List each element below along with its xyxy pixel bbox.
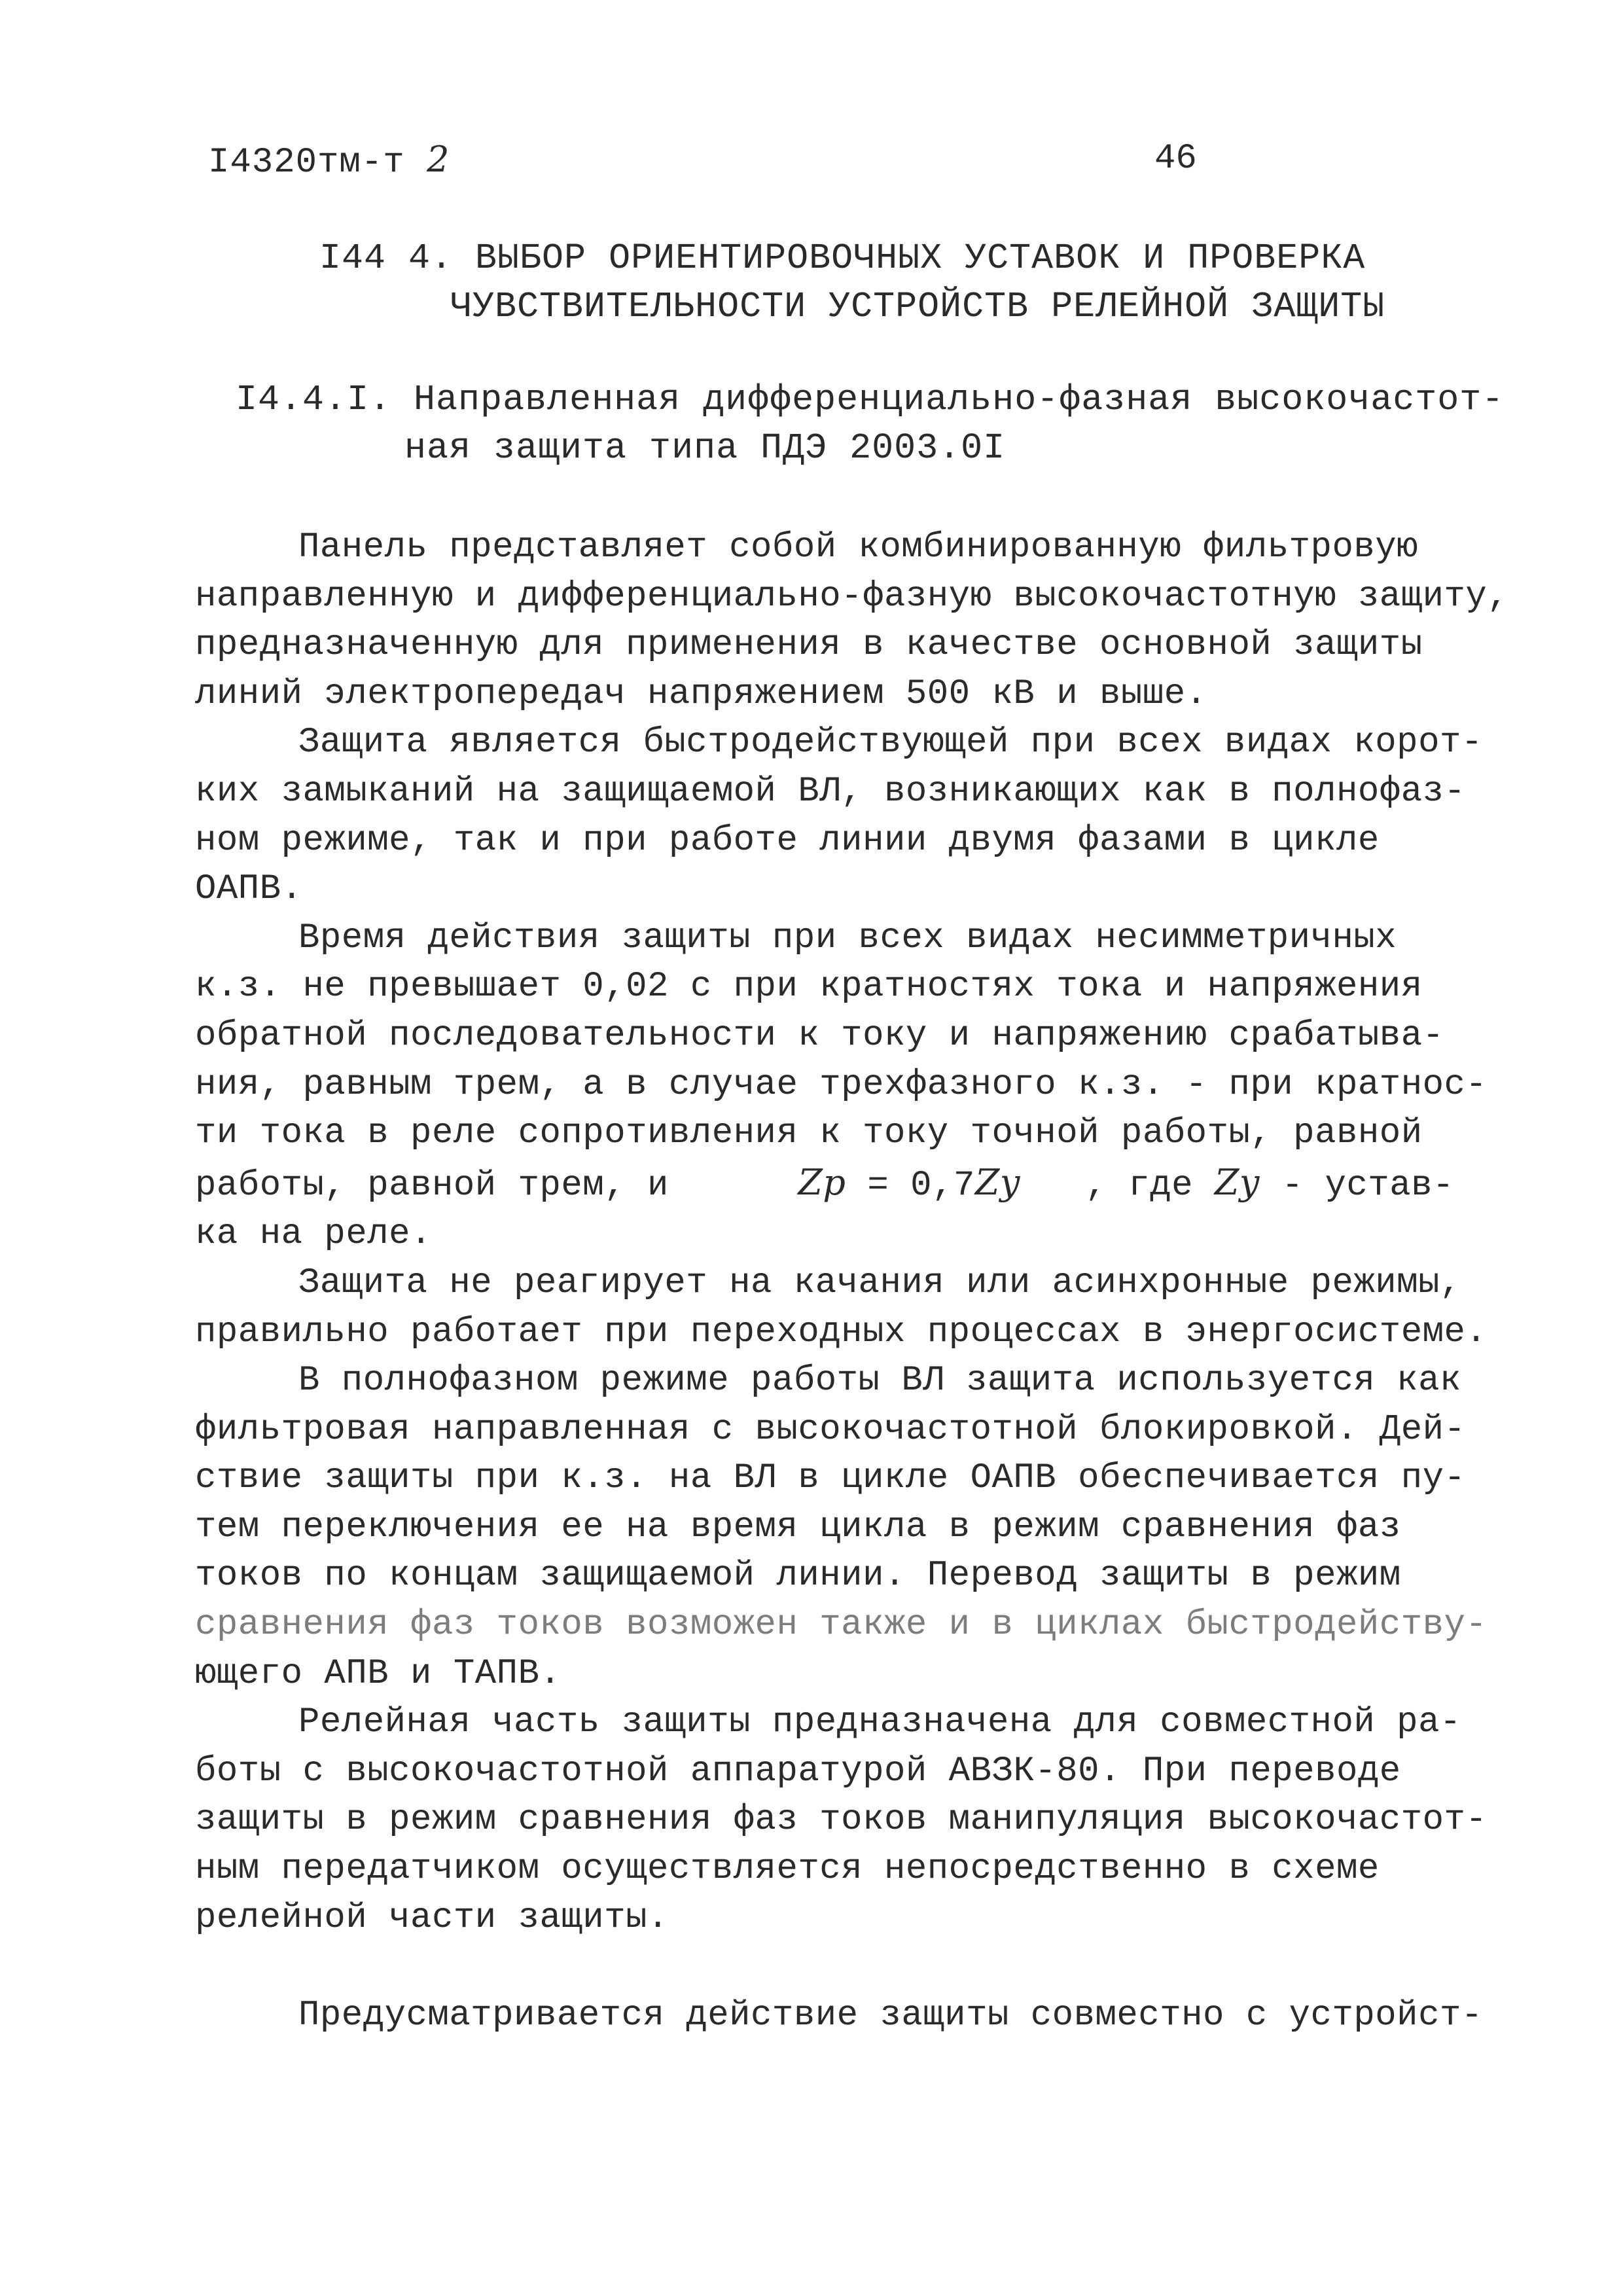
- paragraph-line: предназначенную для применения в качестве основной защиты: [195, 625, 1423, 666]
- paragraph-line: боты с высокочастотной аппаратурой АВЗК-80. При переводе: [195, 1751, 1401, 1791]
- paragraph-line: релейной части защиты.: [195, 1897, 669, 1938]
- paragraph-line: ка на реле.: [195, 1214, 432, 1255]
- paragraph-line: ти тока в реле сопротивления к току точной работы, равной: [195, 1113, 1423, 1154]
- paragraph-line: линий электропередач напряжением 500 кВ и выше.: [195, 673, 1207, 714]
- paragraph-line: правильно работает при переходных процессах в энергосистеме.: [195, 1312, 1488, 1352]
- document-code-handwritten: 2: [427, 139, 450, 180]
- paragraph-line: к.з. не превышает 0,02 с при кратностях тока и напряжения: [195, 967, 1423, 1007]
- paragraph-line: направленную и дифференциально-фазную высокочастотную защиту,: [195, 576, 1509, 617]
- paragraph-line: ным передатчиком осуществляется непосредственно в схеме: [195, 1849, 1380, 1890]
- formula-line: [195, 1158, 1471, 1211]
- section-title-line-2: ЧУВСТВИТЕЛЬНОСТИ УСТРОЙСТВ РЕЛЕЙНОЙ ЗАЩИТЫ: [450, 286, 1385, 327]
- body-text: [195, 524, 1509, 2040]
- formula-line-pre: работы, равной трем, и: [195, 1165, 669, 1206]
- formula-symbol: Zу: [1214, 1161, 1260, 1203]
- paragraph-gap: [195, 1943, 1471, 1992]
- paragraph-line: Панель представляет собой комбинированную фильтровую: [298, 528, 1419, 567]
- paragraph-line: сравнения фаз токов возможен также и в циклах быстродейству-: [195, 1605, 1488, 1645]
- section-title-line-1: I44 4. ВЫБОР ОРИЕНТИРОВОЧНЫХ УСТАВОК И ПРОВЕРКА: [319, 238, 1366, 279]
- paragraph-line: обратной последовательности к току и напряжению срабатыва-: [195, 1015, 1444, 1056]
- formula-equals: = 0,7: [846, 1165, 975, 1206]
- subsection-title-line-1: I4.4.I. Направленная дифференциально-фазная высокочастот-: [236, 379, 1505, 420]
- paragraph-line: ОАПВ.: [195, 869, 303, 910]
- document-code: [208, 139, 450, 183]
- paragraph-line: ких замыканий на защищаемой ВЛ, возникающих как в полнофаз-: [195, 771, 1466, 812]
- paragraph-line: ния, равным трем, а в случае трехфазного к.з. - при кратнос-: [195, 1064, 1488, 1105]
- paragraph-line: фильтровая направленная с высокочастотной блокировкой. Дей-: [195, 1409, 1466, 1450]
- paragraph-line: Защита является быстродействующей при всех видах корот-: [298, 723, 1483, 763]
- formula-lhs: Zр: [798, 1161, 846, 1203]
- subsection-title: [236, 376, 1504, 473]
- paragraph-line: ющего АПВ и ТАПВ.: [195, 1653, 562, 1694]
- section-title: [319, 234, 1385, 331]
- paragraph-line: В полнофазном режиме работы ВЛ защита используется как: [298, 1361, 1461, 1401]
- paragraph-line: защиты в режим сравнения фаз токов манипуляция высокочастот-: [195, 1800, 1488, 1840]
- formula-line-post: - устав-: [1281, 1165, 1454, 1206]
- formula-line-mid: , где: [1085, 1165, 1193, 1206]
- page-number: 46: [1154, 139, 1197, 179]
- subsection-title-line-2: ная защита типа ПДЭ 2003.0I: [404, 427, 1006, 469]
- formula-rhs: Zу: [974, 1161, 1021, 1203]
- paragraph-line: ном режиме, так и при работе линии двумя фазами в цикле: [195, 820, 1380, 861]
- paragraph-line: тем переключения ее на время цикла в режим сравнения фаз: [195, 1507, 1401, 1547]
- paragraph-line: ствие защиты при к.з. на ВЛ в цикле ОАПВ обеспечивается пу-: [195, 1458, 1466, 1499]
- document-code-text: I4320тм-т: [208, 143, 405, 183]
- paragraph-line: токов по концам защищаемой линии. Перевод защиты в режим: [195, 1556, 1401, 1596]
- paragraph-line: Защита не реагирует на качания или асинхронные режимы,: [298, 1263, 1461, 1303]
- paragraph-line: Время действия защиты при всех видах несимметричных: [298, 918, 1397, 958]
- paragraph-line: Релейная часть защиты предназначена для совместной ра-: [298, 1702, 1461, 1743]
- paragraph-line: Предусматривается действие защиты совместно с устройст-: [298, 1995, 1483, 2036]
